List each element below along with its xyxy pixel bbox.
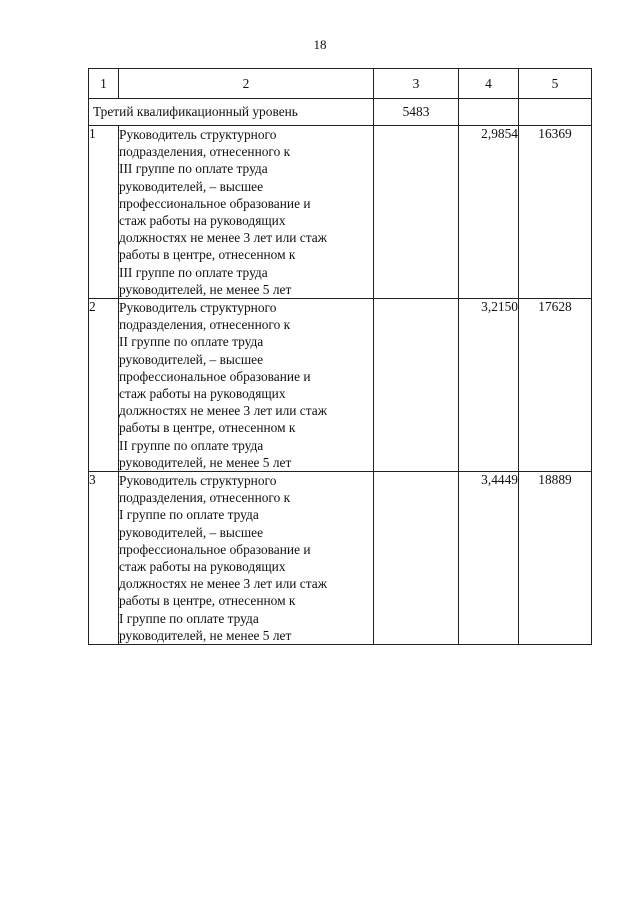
description-line: III группе по оплате труда bbox=[119, 264, 268, 280]
position-description bbox=[119, 472, 374, 645]
description-line: руководителей, – высшее bbox=[119, 524, 264, 540]
salary: 17628 bbox=[519, 299, 592, 472]
description-line: подразделения, отнесенного к bbox=[119, 144, 291, 160]
column-header-3: 3 bbox=[374, 69, 459, 99]
description-line: стаж работы на руководящих bbox=[119, 386, 286, 402]
table-row bbox=[89, 126, 592, 299]
base-cell bbox=[374, 472, 459, 645]
description-line: руководителей, не менее 5 лет bbox=[119, 281, 292, 297]
description-line: III группе по оплате труда bbox=[119, 161, 268, 177]
description-line: руководителей, – высшее bbox=[119, 178, 264, 194]
coefficient: 2,9854 bbox=[459, 126, 519, 299]
description-line: руководителей, не менее 5 лет bbox=[119, 454, 292, 470]
coefficient: 3,4449 bbox=[459, 472, 519, 645]
position-description bbox=[119, 126, 374, 299]
description-line: должностях не менее 3 лет или стаж bbox=[119, 403, 327, 419]
position-description bbox=[119, 299, 374, 472]
description-line: II группе по оплате труда bbox=[119, 437, 264, 453]
row-number: 3 bbox=[89, 472, 119, 645]
description-line: стаж работы на руководящих bbox=[119, 213, 286, 229]
description-line: подразделения, отнесенного к bbox=[119, 490, 291, 506]
base-cell bbox=[374, 126, 459, 299]
salary: 16369 bbox=[519, 126, 592, 299]
page-number: 18 bbox=[313, 37, 327, 52]
empty-cell bbox=[519, 99, 592, 126]
table-header-row bbox=[89, 69, 592, 99]
description-line: профессиональное образование и bbox=[119, 541, 311, 557]
table-row bbox=[89, 472, 592, 645]
description-line: I группе по оплате труда bbox=[119, 507, 259, 523]
base-cell bbox=[374, 299, 459, 472]
salary: 18889 bbox=[519, 472, 592, 645]
coefficient: 3,2150 bbox=[459, 299, 519, 472]
empty-cell bbox=[459, 99, 519, 126]
row-number: 2 bbox=[89, 299, 119, 472]
description-line: Руководитель структурного bbox=[119, 473, 277, 489]
description-line: II группе по оплате труда bbox=[119, 334, 264, 350]
base-salary: 5483 bbox=[374, 99, 459, 126]
qualification-level-title: Третий квалификационный уровень bbox=[89, 99, 374, 126]
description-line: работы в центре, отнесенном к bbox=[119, 247, 296, 263]
column-header-2: 2 bbox=[119, 69, 374, 99]
description-line: должностях не менее 3 лет или стаж bbox=[119, 230, 327, 246]
description-line: профессиональное образование и bbox=[119, 368, 311, 384]
description-line: Руководитель структурного bbox=[119, 300, 277, 316]
row-number: 1 bbox=[89, 126, 119, 299]
column-header-5: 5 bbox=[519, 69, 592, 99]
description-line: руководителей, не менее 5 лет bbox=[119, 627, 292, 643]
description-line: должностях не менее 3 лет или стаж bbox=[119, 576, 327, 592]
description-line: работы в центре, отнесенном к bbox=[119, 420, 296, 436]
description-line: стаж работы на руководящих bbox=[119, 559, 286, 575]
column-header-1: 1 bbox=[89, 69, 119, 99]
table-row bbox=[89, 299, 592, 472]
qualification-level-row bbox=[89, 99, 592, 126]
column-header-4: 4 bbox=[459, 69, 519, 99]
description-line: I группе по оплате труда bbox=[119, 610, 259, 626]
description-line: подразделения, отнесенного к bbox=[119, 317, 291, 333]
description-line: руководителей, – высшее bbox=[119, 351, 264, 367]
description-line: профессиональное образование и bbox=[119, 195, 311, 211]
description-line: работы в центре, отнесенном к bbox=[119, 593, 296, 609]
salary-table bbox=[88, 68, 592, 645]
description-line: Руководитель структурного bbox=[119, 127, 277, 142]
